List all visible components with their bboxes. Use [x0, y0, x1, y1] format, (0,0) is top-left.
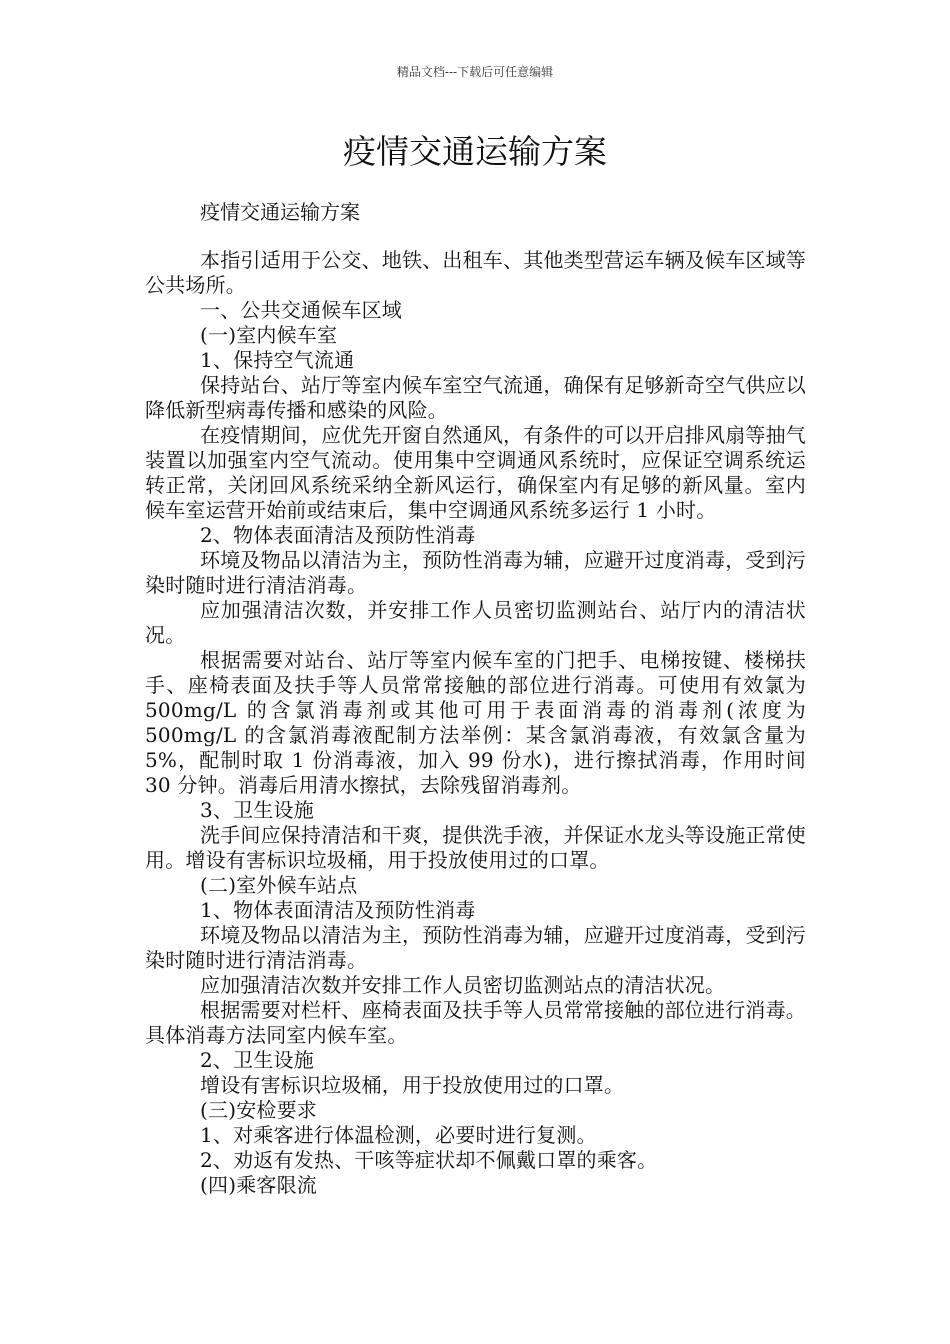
body-paragraph: 2、劝返有发热、干咳等症状却不佩戴口罩的乘客。 — [200, 1148, 658, 1172]
body-paragraph: 在疫情期间，应优先开窗自然通风，有条件的可以开启排风扇等抽气装置以加强室内空气流动。使用集中空调通风系统时，应保证空调系统运转正常，关闭回风系统采纳全新风运行，确保室内有足够的新风量。室内候车室运营开始前或结束后，集中空调通风系统多运行 1 小时。 — [145, 423, 806, 522]
document-subtitle: 疫情交通运输方案 — [200, 200, 360, 224]
header-note: 精品文档---下载后可任意编辑 — [396, 65, 554, 79]
body-paragraph: (一)室内候车室 — [200, 323, 338, 347]
body-paragraph: 1、物体表面清洁及预防性消毒 — [200, 898, 476, 922]
body-paragraph: (四)乘客限流 — [200, 1173, 318, 1197]
body-paragraph: 1、保持空气流通 — [200, 348, 355, 372]
body-paragraph: 洗手间应保持清洁和干爽，提供洗手液，并保证水龙头等设施正常使用。增设有害标识垃圾桶，用于投放使用过的口罩。 — [145, 823, 806, 872]
body-paragraph: 应加强清洁次数，并安排工作人员密切监测站台、站厅内的清洁状况。 — [145, 598, 806, 647]
body-paragraph: 根据需要对栏杆、座椅表面及扶手等人员常常接触的部位进行消毒。具体消毒方法同室内候车室。 — [145, 998, 806, 1047]
body-paragraph: 环境及物品以清洁为主，预防性消毒为辅，应避开过度消毒，受到污染时随时进行清洁消毒。 — [145, 923, 806, 972]
body-paragraph: 环境及物品以清洁为主，预防性消毒为辅，应避开过度消毒，受到污染时随时进行清洁消毒。 — [145, 548, 806, 597]
body-paragraph: 本指引适用于公交、地铁、出租车、其他类型营运车辆及候车区域等公共场所。 — [145, 248, 806, 297]
body-paragraph: 根据需要对站台、站厅等室内候车室的门把手、电梯按键、楼梯扶手、座椅表面及扶手等人员常常接触的部位进行消毒。可使用有效氯为 500mg/L 的含氯消毒剂或其他可用于表面消毒的消毒剂(浓度为 500mg/L 的含氯消毒液配制方法举例：某含氯消毒液，有效氯含量为 5%，配制时取 1 份消毒液，加入 99 份水)，进行擦拭消毒，作用时间 30 分钟。消毒后用清水擦拭，去除残留消毒剂。 — [145, 648, 806, 797]
body-paragraph: 1、对乘客进行体温检测，必要时进行复测。 — [200, 1123, 597, 1147]
body-paragraph: 保持站台、站厅等室内候车室空气流通，确保有足够新奇空气供应以降低新型病毒传播和感染的风险。 — [145, 373, 806, 422]
body-paragraph: 应加强清洁次数并安排工作人员密切监测站点的清洁状况。 — [200, 973, 726, 997]
body-paragraph: 2、卫生设施 — [200, 1048, 314, 1072]
document-body — [145, 248, 806, 1198]
body-paragraph: 2、物体表面清洁及预防性消毒 — [200, 523, 476, 547]
body-paragraph: 3、卫生设施 — [200, 798, 314, 822]
body-paragraph: (二)室外候车站点 — [200, 873, 358, 897]
body-paragraph: 一、公共交通候车区域 — [200, 298, 402, 322]
body-paragraph: 增设有害标识垃圾桶，用于投放使用过的口罩。 — [200, 1073, 625, 1097]
document-title: 疫情交通运输方案 — [343, 132, 607, 171]
body-paragraph: (三)安检要求 — [200, 1098, 318, 1122]
